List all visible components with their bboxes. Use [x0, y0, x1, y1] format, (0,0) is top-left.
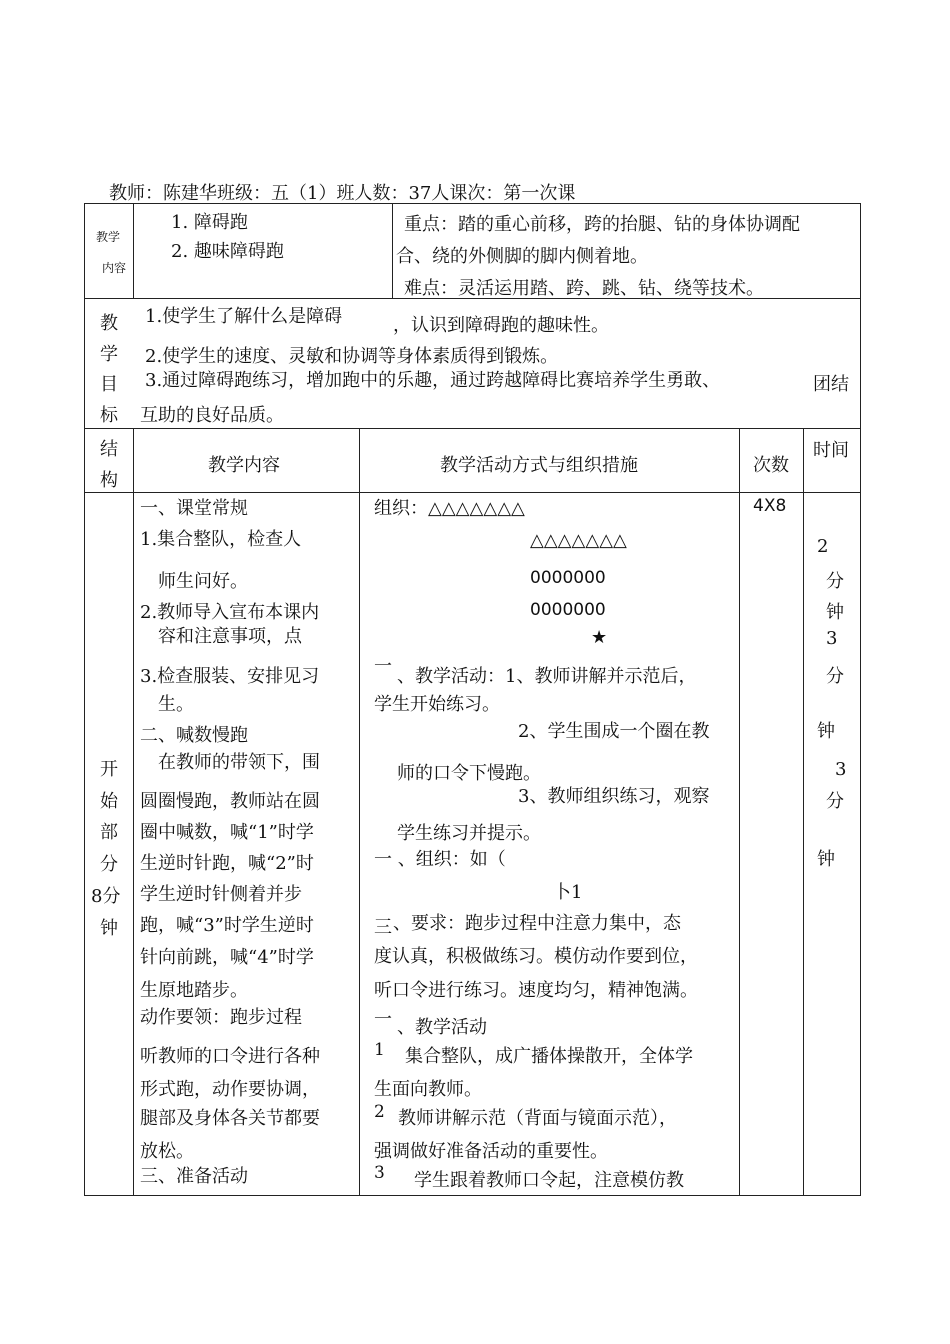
- teacher-star-icon: ★: [591, 627, 608, 648]
- time-1-unit-2: 钟: [826, 602, 844, 623]
- org-formation-row2: △△△△△△△: [530, 530, 627, 551]
- content-line: 生原地踏步。: [140, 980, 248, 1001]
- content-line: 生。: [158, 694, 194, 715]
- step-2b: 强调做好准备活动的重要性。: [374, 1141, 608, 1162]
- content-line: 放松。: [140, 1141, 194, 1162]
- goal-1a: 1.使学生了解什么是障碍: [145, 306, 343, 327]
- table-border-right: [860, 203, 861, 1196]
- header-reps: 次数: [753, 455, 789, 476]
- step-1b: 生面向教师。: [374, 1079, 482, 1100]
- col-divider-activities: [739, 428, 740, 1196]
- org-formation-row1: 组织：△△△△△△△: [374, 498, 525, 519]
- content-line: 3.检查服装、安排见习: [140, 666, 320, 687]
- header-activities: 教学活动方式与组织措施: [440, 455, 638, 476]
- col-divider-reps: [803, 428, 804, 1196]
- requirement-2: 度认真，积极做练习。模仿动作要到位，: [374, 946, 698, 967]
- content-line: 圆圈慢跑，教师站在圆: [140, 791, 320, 812]
- goal-1b: ，认识到障碍跑的趣味性。: [393, 315, 609, 336]
- content-label-line2: 内容: [102, 261, 127, 275]
- content-line: 腿部及身体各关节都要: [140, 1108, 320, 1129]
- activity-3b: 学生练习并提示。: [397, 823, 541, 844]
- org-formation-row3: 0000000: [530, 568, 606, 588]
- activity-3: 3、教师组织练习，观察: [518, 786, 710, 807]
- requirement-prefix: 三: [374, 917, 392, 938]
- goal-3b: 团结: [813, 374, 849, 395]
- part-label-1: 开: [100, 759, 118, 780]
- activity-1: 、教学活动：1、教师讲解并示范后，: [397, 666, 697, 687]
- part-label-2: 始: [100, 791, 118, 812]
- content-line: 圈中喊数，喊“1”时学: [140, 822, 314, 843]
- part-label-5: 8分: [91, 886, 121, 907]
- part-label-4: 分: [100, 854, 118, 875]
- content-line: 听教师的口令进行各种: [140, 1046, 320, 1067]
- org-formation-row4: 0000000: [530, 600, 606, 620]
- content-line: 一、课堂常规: [140, 498, 248, 519]
- content-line: 容和注意事项，点: [158, 626, 302, 647]
- goals-label-2: 学: [100, 344, 118, 365]
- content-line: 在教师的带领下，围: [158, 752, 320, 773]
- content-line: 1.集合整队，检查人: [140, 529, 302, 550]
- goal-3a: 3.通过障碍跑练习，增加跑中的乐趣，通过跨越障碍比赛培养学生勇敢、: [145, 370, 721, 391]
- col-divider-label: [133, 203, 134, 299]
- step-2a: 教师讲解示范（背面与镜面示范），: [398, 1108, 677, 1129]
- col-divider-content: [359, 428, 360, 1196]
- header-content: 教学内容: [208, 455, 280, 476]
- goal-2: 2.使学生的速度、灵敏和协调等身体素质得到锻炼。: [145, 346, 559, 367]
- row-divider-goals-header: [84, 428, 861, 429]
- step-1a: 集合整队，成广播体操散开，全体学: [405, 1046, 693, 1067]
- goals-label-4: 标: [100, 405, 118, 426]
- header-structure-1: 结: [100, 439, 118, 460]
- requirement-1: 、要求：跑步过程中注意力集中，态: [393, 913, 681, 934]
- goals-label-3: 目: [100, 374, 118, 395]
- step-number-2: 2: [374, 1102, 385, 1122]
- table-border-left: [84, 203, 85, 1196]
- content-line: 学生逆时针侧着并步: [140, 884, 302, 905]
- content-line: 师生问好。: [158, 571, 248, 592]
- time-2-unit-1: 分: [826, 666, 844, 687]
- time-3-unit-1: 分: [826, 791, 844, 812]
- activity-dash: 一: [374, 656, 392, 677]
- part-label-3: 部: [100, 822, 118, 843]
- content-item-2: 2. 趣味障碍跑: [171, 241, 284, 262]
- content-item-1: 1. 障碍跑: [171, 212, 248, 233]
- content-line: 动作要领：跑步过程: [140, 1007, 302, 1028]
- activity-1b: 学生开始练习。: [374, 694, 500, 715]
- activity-title-2: 、教学活动: [397, 1017, 487, 1038]
- header-structure-2: 构: [100, 470, 118, 491]
- content-line: 二、喊数慢跑: [140, 725, 248, 746]
- content-line: 生逆时针跑，喊“2”时: [140, 853, 314, 874]
- step-number-1: 1: [374, 1040, 385, 1060]
- lesson-header: 教师：陈建华班级：五（1）班人数：37人课次：第一次课: [109, 183, 576, 204]
- part-label-6: 钟: [100, 918, 118, 939]
- content-line: 跑，喊“3”时学生逆时: [140, 915, 314, 936]
- activity-2b: 师的口令下慢跑。: [397, 763, 541, 784]
- goal-3c: 互助的良好品质。: [140, 405, 284, 426]
- time-2-unit-2: 钟: [817, 721, 835, 742]
- requirement-3: 听口令进行练习。速度均匀，精神饱满。: [374, 980, 698, 1001]
- organization-2: 一 、组织：如（: [374, 849, 506, 870]
- content-line: 三、准备活动: [140, 1166, 248, 1187]
- time-1-number: 2: [817, 536, 829, 557]
- content-line: 形式跑，动作要协调，: [140, 1079, 320, 1100]
- step-number-3: 3: [374, 1163, 385, 1183]
- col-divider-keypoints: [392, 203, 393, 299]
- key-point-line1: 重点：踏的重心前移，跨的抬腿、钻的身体协调配: [404, 214, 800, 235]
- time-1-unit-1: 分: [826, 571, 844, 592]
- header-time: 时间: [813, 440, 849, 461]
- difficulty-text: 难点：灵活运用踏、跨、跳、钻、绕等技术。: [404, 278, 764, 299]
- col-divider-label-lower: [133, 428, 134, 1196]
- activity-dash-2: 一: [374, 1009, 392, 1030]
- step-3a: 学生跟着教师口令起，注意模仿教: [414, 1170, 684, 1191]
- formation-figure-label: 卜1: [553, 882, 583, 903]
- time-3-unit-2: 钟: [817, 849, 835, 870]
- content-label-line1: 教学: [96, 230, 121, 244]
- time-2-number: 3: [826, 628, 838, 649]
- goals-label-1: 教: [100, 313, 118, 334]
- activity-2: 2、学生围成一个圈在教: [518, 721, 710, 742]
- key-point-line2: 合、绕的外侧脚的脚内侧着地。: [396, 246, 648, 267]
- time-3-number: 3: [835, 759, 847, 780]
- content-line: 2.教师导入宣布本课内: [140, 602, 320, 623]
- row-divider-header-body: [84, 492, 861, 493]
- reps-value: 4X8: [753, 496, 787, 516]
- content-line: 针向前跳，喊“4”时学: [140, 947, 314, 968]
- table-border-bottom: [84, 1195, 861, 1196]
